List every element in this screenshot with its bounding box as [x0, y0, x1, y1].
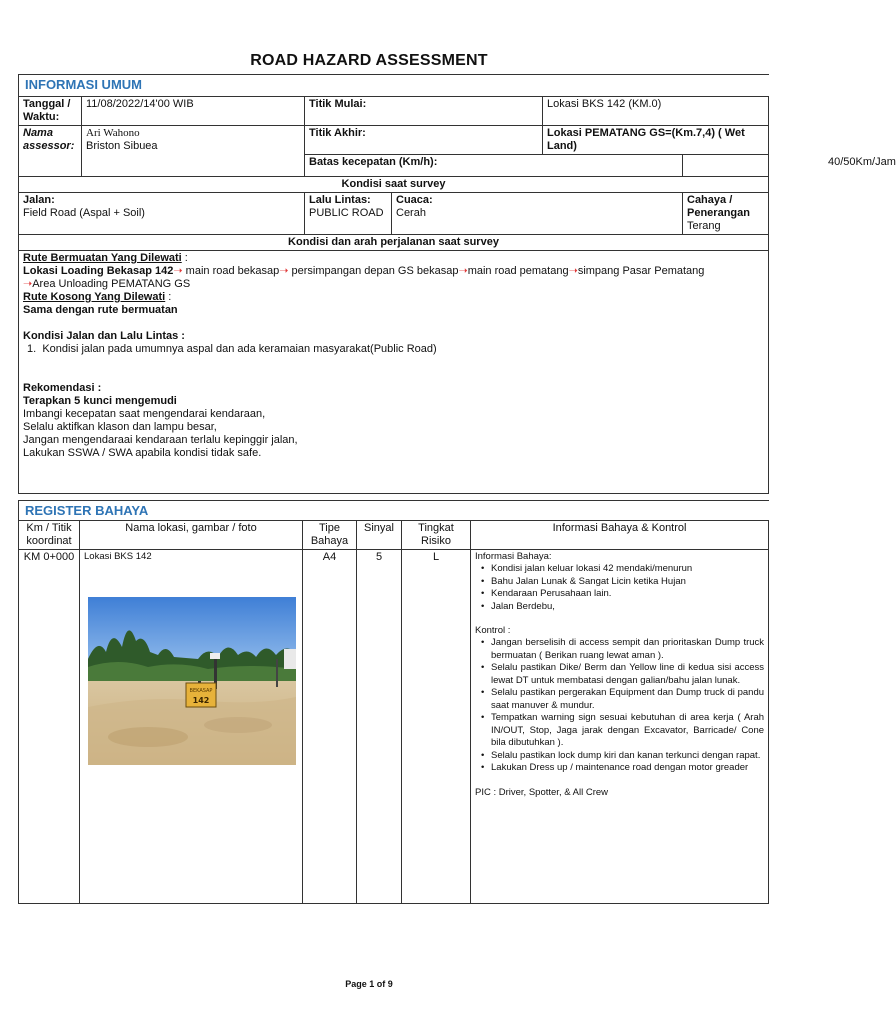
- col-nama-header: Nama lokasi, gambar / foto: [80, 521, 303, 550]
- arrow-right-icon: ➝: [458, 265, 468, 277]
- arrow-right-icon: ➝: [23, 278, 33, 290]
- rute-kosong-value: Sama dengan rute bermuatan: [23, 304, 178, 316]
- jalan-value: Field Road (Aspal + Soil): [23, 207, 145, 219]
- lalulintas-cell: [305, 193, 392, 235]
- site-photo-illustration: [88, 597, 296, 765]
- kontrol-item: • Lakukan Dress up / maintenance road dengan motor greader: [485, 762, 764, 775]
- row-sinyal: 5: [357, 550, 402, 904]
- tanggal-label: Tanggal / Waktu:: [19, 97, 82, 126]
- rute-seg2: persimpangan depan GS bekasap: [288, 265, 459, 277]
- kondisi-jalan-item: Kondisi jalan pada umumnya aspal dan ada keramaian masyarakat(Public Road): [42, 343, 437, 355]
- sign-text: BEKASAP: [189, 688, 213, 694]
- row-lokasi: Lokasi BKS 142: [80, 550, 303, 904]
- nama-assessor-label: Nama assessor:: [19, 126, 82, 177]
- document-title: ROAD HAZARD ASSESSMENT: [250, 52, 488, 69]
- row-tingkat: L: [402, 550, 471, 904]
- assessor-name-2: Briston Sibuea: [86, 140, 158, 152]
- lalulintas-label: Lalu Lintas:: [309, 194, 371, 206]
- rekomendasi-label: Rekomendasi :: [23, 382, 102, 394]
- col-tipe-header: Tipe Bahaya: [303, 521, 357, 550]
- titik-akhir-value: Lokasi PEMATANG GS=(Km.7,4) ( Wet Land): [543, 126, 769, 155]
- rute-bermuatan-label: Rute Bermuatan Yang Dilewati: [23, 252, 182, 264]
- site-photo: [88, 597, 296, 765]
- cahaya-cell: [683, 193, 769, 235]
- assessor-name-1: Ari Wahono: [86, 127, 140, 139]
- rute-kosong-label: Rute Kosong Yang Dilewati: [23, 291, 166, 303]
- informasi-umum-table: [18, 74, 896, 494]
- nama-assessor-value: [82, 126, 305, 177]
- kontrol-label: Kontrol :: [475, 625, 511, 636]
- kondisi-jalan-num: 1.: [27, 343, 37, 355]
- rekomendasi-line: Lakukan SSWA / SWA apabila kondisi tidak safe.: [23, 447, 262, 459]
- batas-kecepatan-value: 40/50Km/Jam: [683, 155, 769, 177]
- info-item: • Bahu Jalan Lunak & Sangat Licin ketika Hujan: [485, 576, 764, 589]
- titik-akhir-label: Titik Akhir:: [305, 126, 543, 155]
- row-km: KM 0+000: [19, 550, 80, 904]
- info-item: • Kendaraan Perusahaan lain.: [485, 588, 764, 601]
- sign-number: 142: [192, 696, 210, 705]
- col-km-header: Km / Titik koordinat: [19, 521, 80, 550]
- kontrol-item: • Tempatkan warning sign sesuai kebutuhan di area kerja ( Arah IN/OUT, Stop, Jaga jarak dengan Excavator, Barricade/ Cone bila dibutuhkan ).: [485, 712, 764, 750]
- register-bahaya-heading: REGISTER BAHAYA: [19, 501, 769, 521]
- lalulintas-value: PUBLIC ROAD: [309, 207, 384, 219]
- row-info: [471, 550, 769, 904]
- batas-kecepatan-label: Batas kecepatan (Km/h):: [305, 155, 683, 177]
- rute-start: Lokasi Loading Bekasap 142: [23, 265, 174, 277]
- info-bahaya-label: Informasi Bahaya:: [475, 551, 552, 562]
- arrow-right-icon: ➝: [173, 265, 183, 277]
- info-item: • Jalan Berdebu,: [485, 601, 764, 614]
- informasi-umum-heading: INFORMASI UMUM: [19, 75, 769, 97]
- kontrol-item: • Selalu pastikan pergerakan Equipment dan Dump truck di pandu saat manuver & mundur.: [485, 687, 764, 712]
- rekomendasi-line: Jangan mengendaraai kendaraan terlalu kepinggir jalan,: [23, 434, 298, 446]
- kontrol-item: • Jangan berselisih di access sempit dan prioritaskan Dump truck bermuatan ( Berikan ruang lewat aman ).: [485, 637, 764, 662]
- arrow-right-icon: ➝: [568, 265, 578, 277]
- titik-mulai-value: Lokasi BKS 142 (KM.0): [543, 97, 769, 126]
- kondisi-survey-heading: Kondisi saat survey: [19, 177, 769, 193]
- info-item: • Kondisi jalan keluar lokasi 42 mendaki/menurun: [485, 563, 764, 576]
- rute-seg5: Area Unloading PEMATANG GS: [32, 278, 191, 290]
- cuaca-label: Cuaca:: [396, 194, 433, 206]
- col-info-header: Informasi Bahaya & Kontrol: [471, 521, 769, 550]
- cahaya-value: Terang: [687, 220, 721, 232]
- kondisi-jalan-label: Kondisi Jalan dan Lalu Lintas :: [23, 330, 185, 342]
- rute-seg3: main road pematang: [467, 265, 569, 277]
- rute-seg1: main road bekasap: [182, 265, 280, 277]
- row-tipe: A4: [303, 550, 357, 904]
- jalan-label: Jalan:: [23, 194, 55, 206]
- rute-seg4: simpang Pasar Pematang: [577, 265, 705, 277]
- cuaca-cell: [392, 193, 683, 235]
- rute-kosong-colon: :: [165, 291, 172, 303]
- kontrol-item: • Selalu pastikan Dike/ Berm dan Yellow line di kedua sisi access lewat DT untuk membatasi dengan galian/bahu jalan lunak.: [485, 662, 764, 687]
- kondisi-arah-heading: Kondisi dan arah perjalanan saat survey: [19, 235, 769, 251]
- pic-text: PIC : Driver, Spotter, & All Crew: [475, 786, 609, 798]
- tanggal-value: 11/08/2022/14'00 WIB: [82, 97, 305, 126]
- rute-bermuatan-colon: :: [181, 252, 188, 264]
- rekomendasi-line: Imbangi kecepatan saat mengendarai kendaraan,: [23, 408, 266, 420]
- titik-mulai-label: Titik Mulai:: [305, 97, 543, 126]
- rekomendasi-sub: Terapkan 5 kunci mengemudi: [23, 395, 177, 407]
- rekomendasi-line: Selalu aktifkan klason dan lampu besar,: [23, 421, 217, 433]
- route-description: [19, 251, 769, 494]
- page-footer: Page 1 of 9: [345, 979, 393, 989]
- cuaca-value: Cerah: [396, 207, 426, 219]
- cahaya-label: Cahaya / Penerangan: [687, 194, 750, 219]
- jalan-cell: [19, 193, 305, 235]
- kontrol-item: • Selalu pastikan lock dump kiri dan kanan terkunci dengan rapat.: [485, 750, 764, 763]
- col-sinyal-header: Sinyal: [357, 521, 402, 550]
- arrow-right-icon: ➝: [279, 265, 289, 277]
- col-tingkat-header: Tingkat Risiko: [402, 521, 471, 550]
